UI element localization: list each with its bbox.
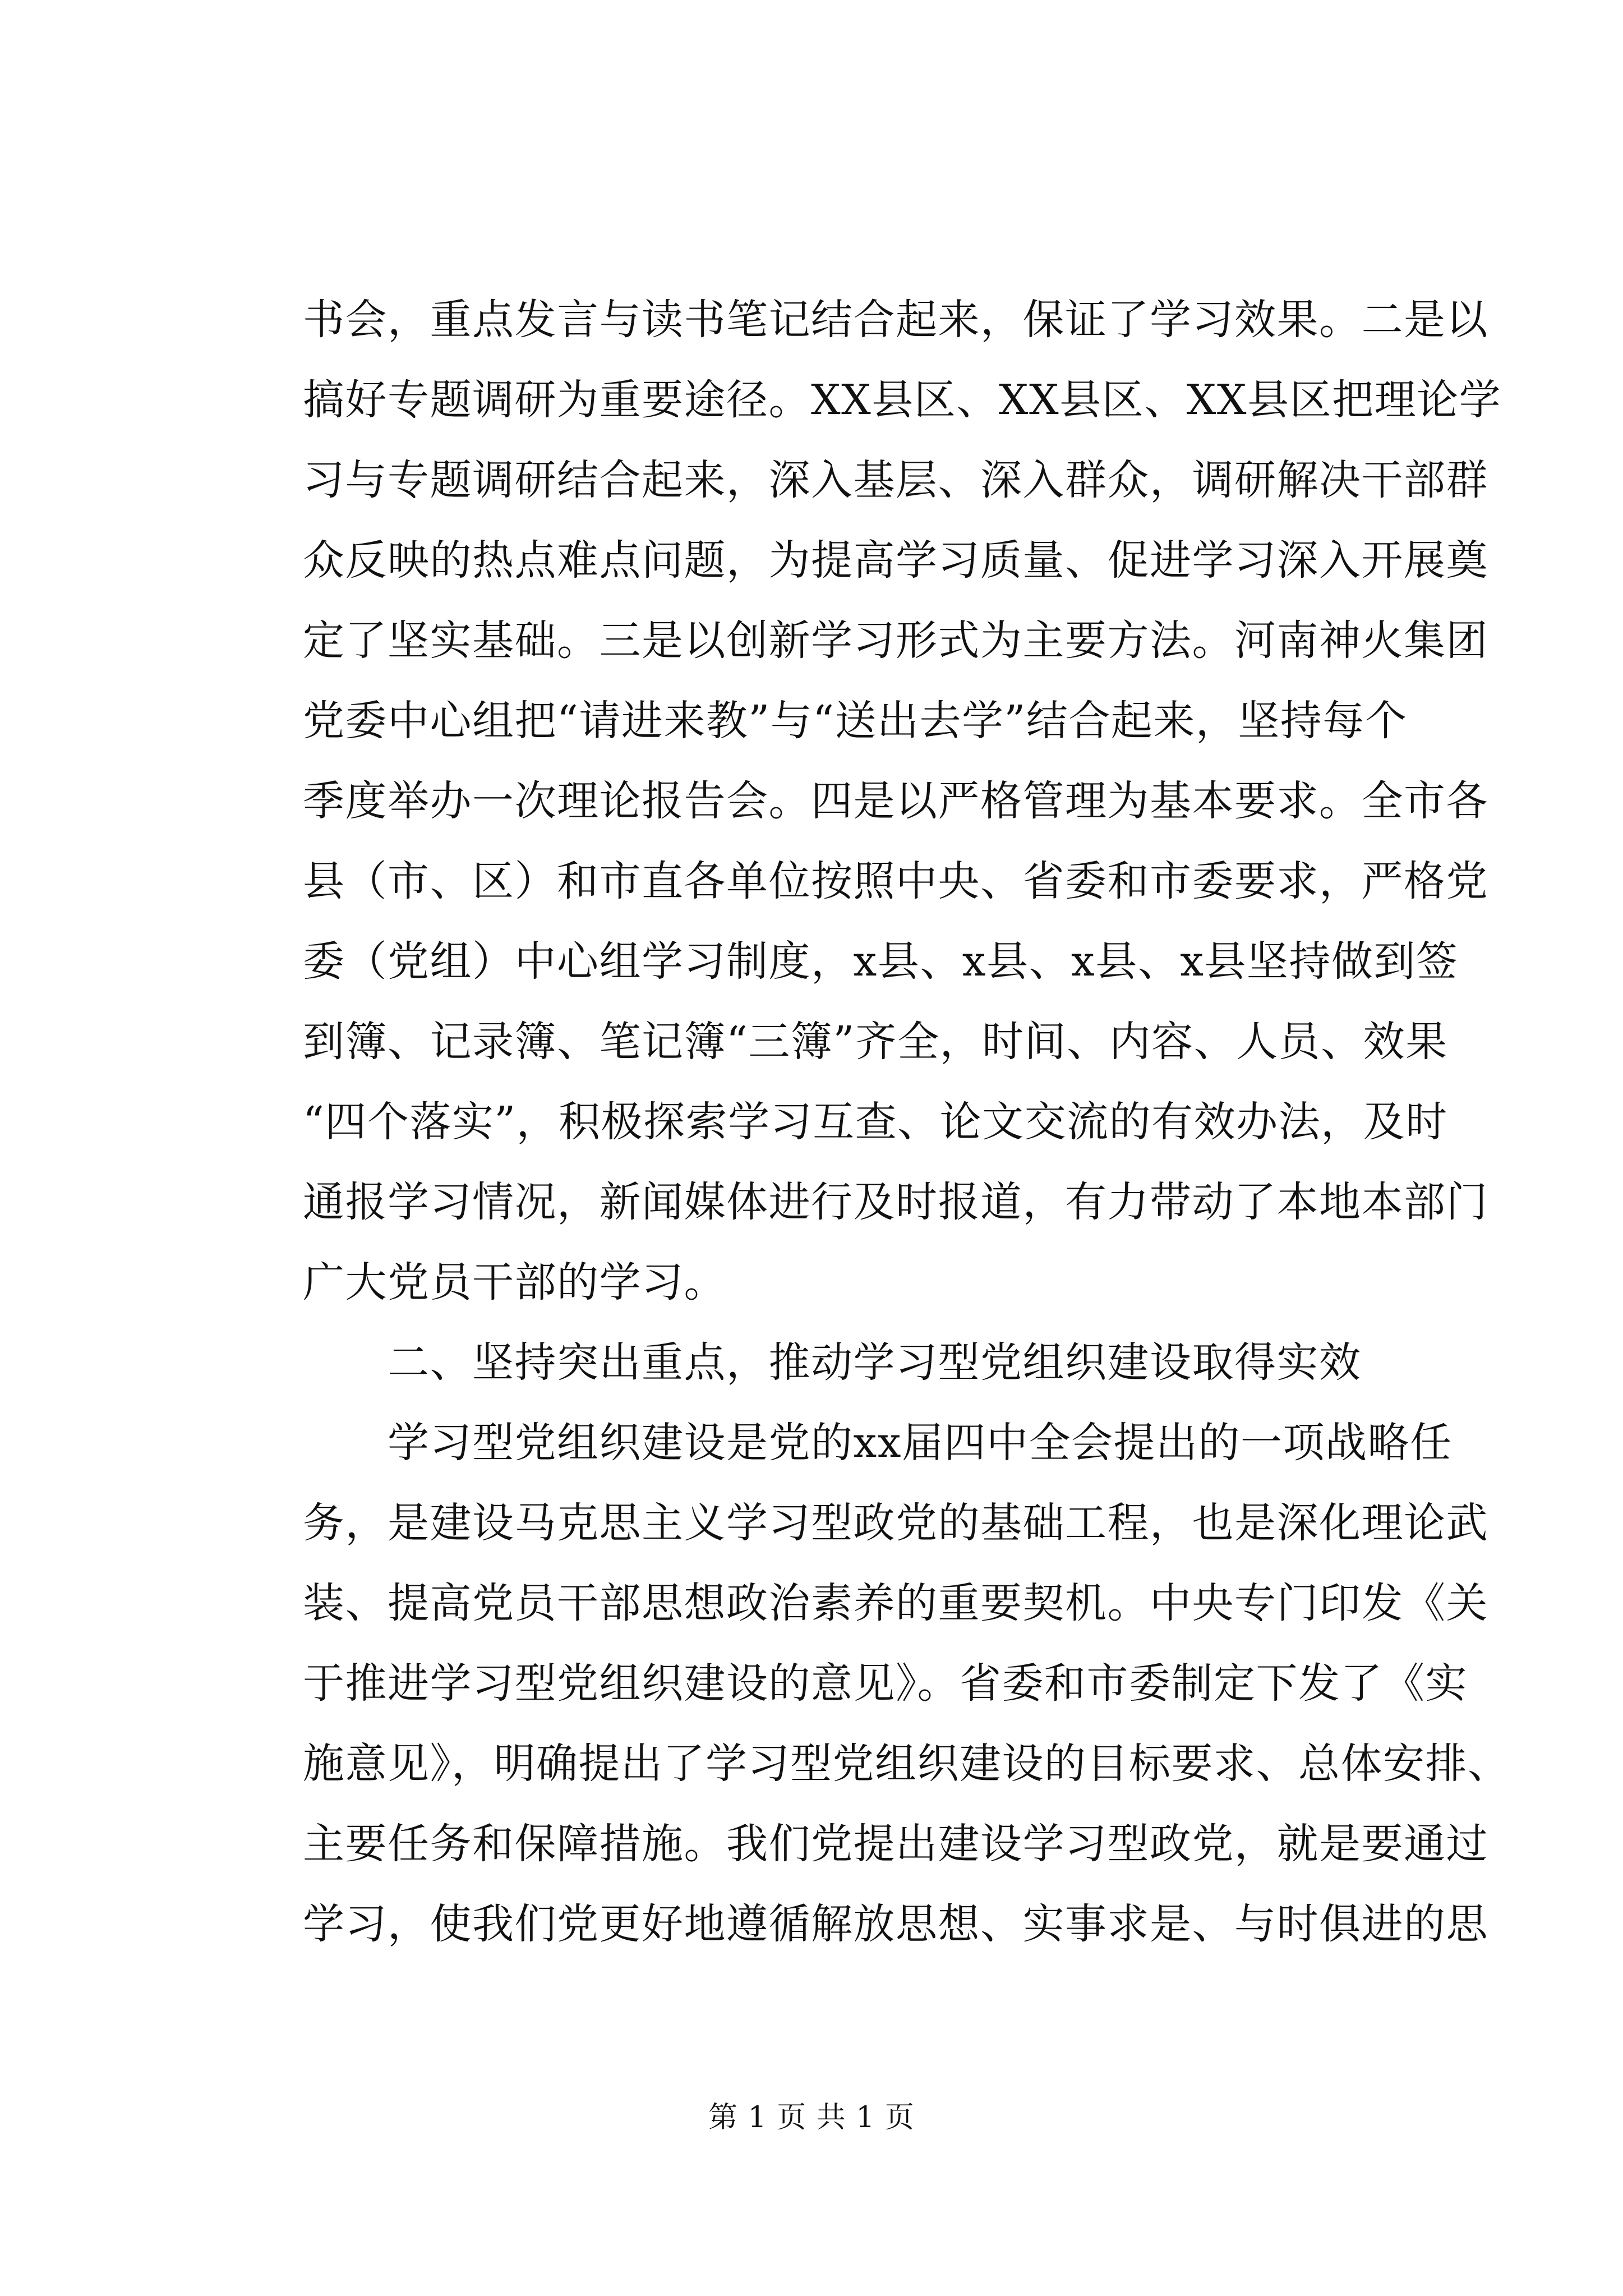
body-line: 主要任务和保障措施。我们党提出建设学习型政党，就是要通过 bbox=[303, 1820, 1488, 1868]
body-line: 广大党员干部的学习。 bbox=[303, 1258, 726, 1306]
body-line: 通报学习情况，新闻媒体进行及时报道，有力带动了本地本部门 bbox=[303, 1178, 1488, 1226]
body-line: 务，是建设马克思主义学习型政党的基础工程，也是深化理论武 bbox=[303, 1499, 1488, 1547]
body-line: 季度举办一次理论报告会。四是以严格管理为基本要求。全市各 bbox=[303, 777, 1488, 825]
body-line: 到簿、记录簿、笔记簿“三簿”齐全，时间、内容、人员、效果 bbox=[303, 1018, 1448, 1066]
body-line: 定了坚实基础。三是以创新学习形式为主要方法。河南神火集团 bbox=[303, 616, 1488, 665]
body-line: 党委中心组把“请进来教”与“送出去学”结合起来，坚持每个 bbox=[303, 697, 1408, 745]
body-line: 学习型党组织建设是党的xx届四中全会提出的一项战略任 bbox=[303, 1419, 1453, 1467]
body-line: 众反映的热点难点问题，为提高学习质量、促进学习深入开展奠 bbox=[303, 536, 1488, 585]
body-line: 装、提高党员干部思想政治素养的重要契机。中央专门印发《关 bbox=[303, 1579, 1488, 1627]
body-line: 书会，重点发言与读书笔记结合起来，保证了学习效果。二是以 bbox=[303, 296, 1488, 344]
body-line: 委（党组）中心组学习制度，x县、x县、x县、x县坚持做到签 bbox=[303, 937, 1459, 986]
body-line: 于推进学习型党组织建设的意见》。省委和市委制定下发了《实 bbox=[303, 1659, 1468, 1708]
section-heading: 二、坚持突出重点，推动学习型党组织建设取得实效 bbox=[303, 1338, 1362, 1387]
body-line: 学习，使我们党更好地遵循解放思想、实事求是、与时俱进的思 bbox=[303, 1900, 1488, 1948]
body-line: 习与专题调研结合起来，深入基层、深入群众，调研解决干部群 bbox=[303, 456, 1488, 504]
body-line: 施意见》，明确提出了学习型党组织建设的目标要求、总体安排、 bbox=[303, 1740, 1510, 1788]
body-line: 搞好专题调研为重要途径。XX县区、XX县区、XX县区把理论学 bbox=[303, 376, 1502, 424]
body-line: “四个落实”，积极探索学习互查、论文交流的有效办法，及时 bbox=[303, 1098, 1448, 1146]
page-number-footer: 第 1 页 共 1 页 bbox=[708, 2101, 915, 2134]
body-line: 县（市、区）和市直各单位按照中央、省委和市委要求，严格党 bbox=[303, 857, 1488, 905]
